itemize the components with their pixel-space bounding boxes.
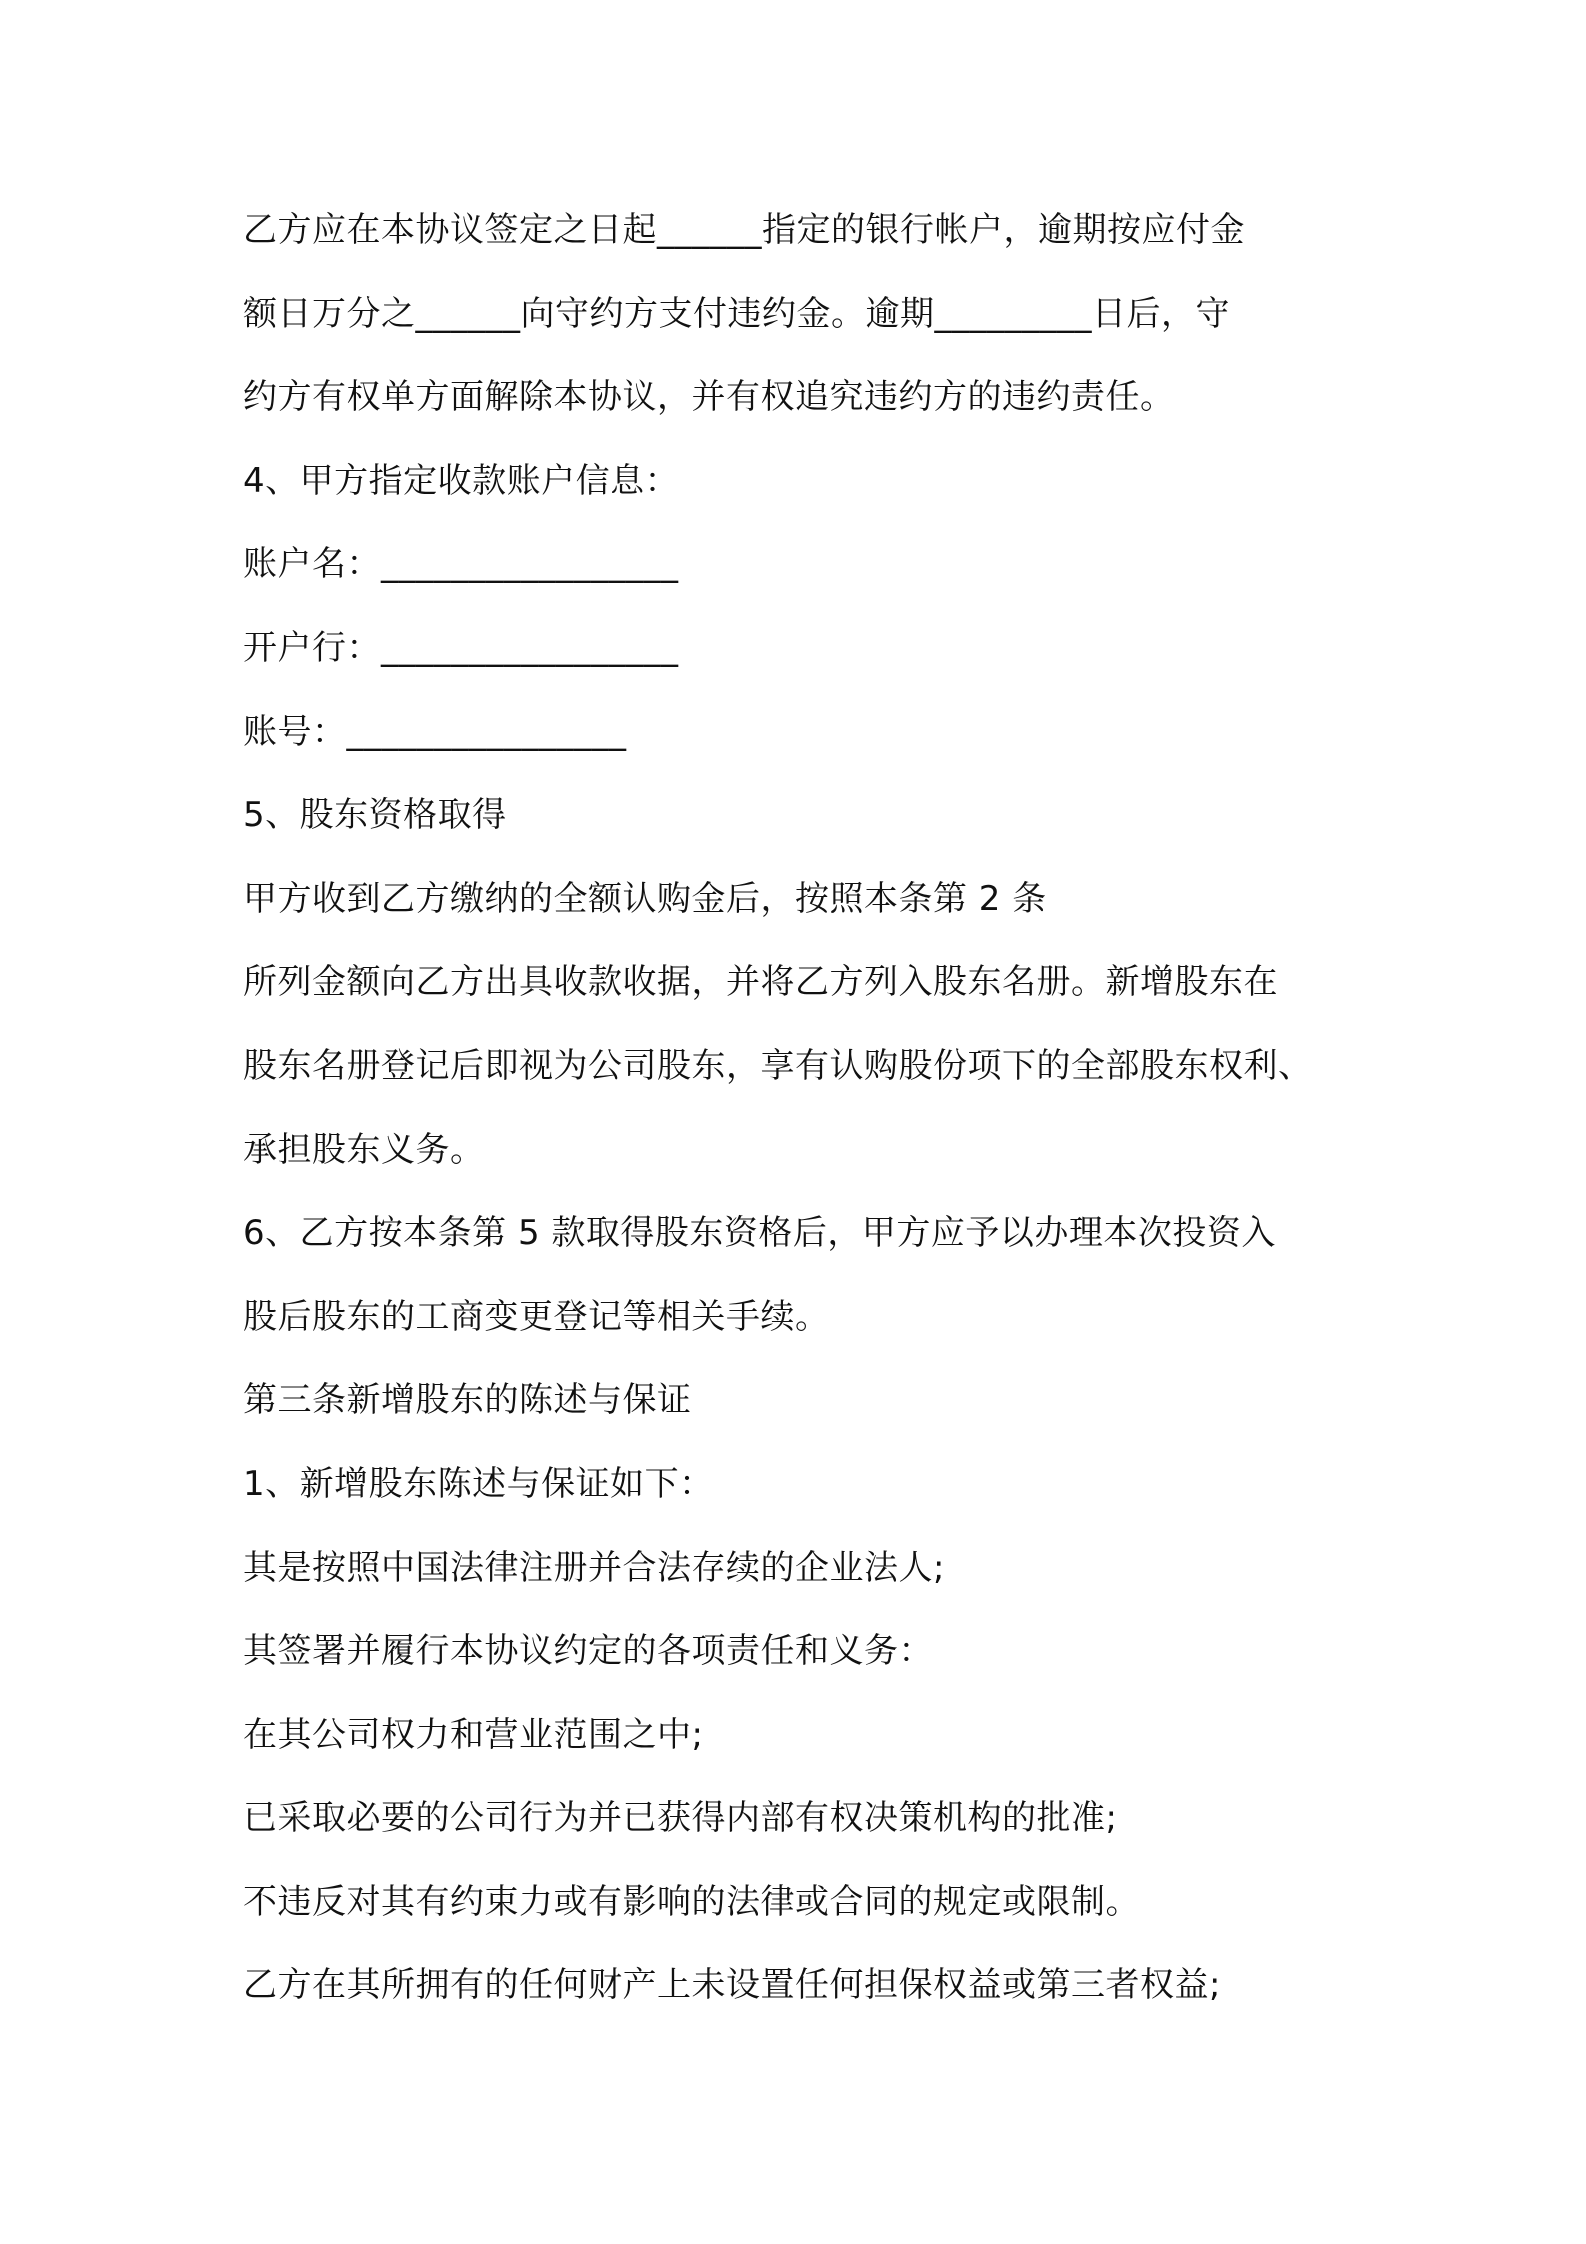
document-body (243, 200, 1393, 2039)
text-line-21: 不违反对其有约束力或有影响的法律或合同的规定或限制。 (243, 1881, 1140, 1922)
text-line-2: 额日万分之______向守约方支付违约金。逾期_________日后，守 (243, 293, 1230, 334)
text-line-11: 股东名册登记后即视为公司股东，享有认购股份项下的全部股东权利、 (243, 1045, 1313, 1086)
text-line-1: 乙方应在本协议签定之日起______指定的银行帐户，逾期按应付金 (243, 210, 1245, 250)
text-line-12: 承担股东义务。 (243, 1129, 485, 1170)
account-name-field: 账户名：_________________ (243, 544, 679, 585)
text-line-19: 在其公司权力和营业范围之中; (243, 1714, 704, 1755)
clause-heading-1: 1、新增股东陈述与保证如下： (243, 1463, 714, 1504)
text-line-14: 股后股东的工商变更登记等相关手续。 (243, 1296, 830, 1337)
text-line-10: 所列金额向乙方出具收款收据，并将乙方列入股东名册。新增股东在 (243, 962, 1278, 1003)
section-heading-6: 6、乙方按本条第 5 款取得股东资格后，甲方应予以办理本次投资入 (243, 1213, 1276, 1254)
text-line-22: 乙方在其所拥有的任何财产上未设置任何担保权益或第三者权益; (243, 1965, 1221, 2006)
text-line-20: 已采取必要的公司行为并已获得内部有权决策机构的批准; (243, 1798, 1118, 1839)
text-line-18: 其签署并履行本协议约定的各项责任和义务： (243, 1631, 933, 1672)
text-line-17: 其是按照中国法律注册并合法存续的企业法人; (243, 1547, 945, 1588)
article-heading-3: 第三条新增股东的陈述与保证 (243, 1380, 692, 1421)
text-line-9: 甲方收到乙方缴纳的全额认购金后，按照本条第 2 条 (243, 878, 1047, 919)
bank-name-field: 开户行：_________________ (243, 627, 679, 668)
section-heading-4: 4、甲方指定收款账户信息： (243, 460, 680, 501)
text-line-3: 约方有权单方面解除本协议，并有权追究违约方的违约责任。 (243, 377, 1175, 418)
account-number-field: 账号：________________ (243, 711, 627, 752)
section-heading-5: 5、股东资格取得 (243, 795, 507, 836)
